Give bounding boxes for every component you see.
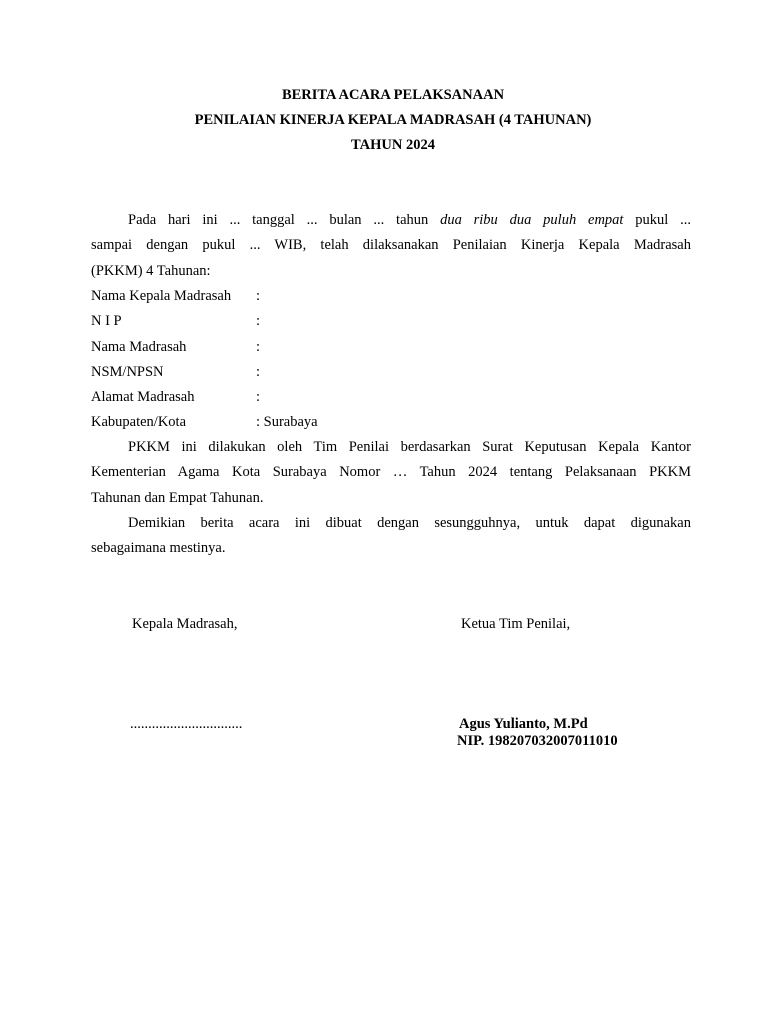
field-label: N I P	[91, 313, 122, 329]
closing-paragraph	[91, 511, 691, 562]
doc-title-line-3: TAHUN 2024	[351, 137, 435, 153]
left-signature-name: ...............................	[130, 716, 243, 732]
intro-year-italic: dua ribu dua puluh empat	[440, 212, 624, 228]
field-value: :	[256, 389, 261, 405]
left-signature-title: Kepala Madrasah,	[132, 616, 238, 632]
field-row	[91, 335, 260, 360]
field-row	[91, 284, 260, 309]
intro-line-1	[91, 208, 691, 233]
intro-line-2: sampai dengan pukul ... WIB, telah dilaksanakan Penilaian Kinerja Kepala Madrasah	[91, 237, 691, 254]
right-signature-name: Agus Yulianto, M.Pd	[459, 716, 588, 732]
field-label: Kabupaten/Kota	[91, 414, 187, 430]
right-signature-nip: NIP. 198207032007011010	[457, 733, 618, 749]
field-label: Nama Madrasah	[91, 339, 187, 355]
field-row	[91, 360, 260, 385]
field-value: :	[256, 339, 261, 355]
field-value: :	[256, 364, 261, 380]
field-label: Nama Kepala Madrasah	[91, 288, 232, 304]
field-row	[91, 385, 260, 410]
closing-line-2: sebagaimana mestinya.	[91, 540, 226, 557]
intro-line-1-end: pukul ...	[623, 212, 691, 228]
right-signature-title: Ketua Tim Penilai,	[461, 616, 571, 632]
field-label: NSM/NPSN	[91, 364, 164, 380]
body-line-1: PKKM ini dilakukan oleh Tim Penilai berdasarkan Surat Keputusan Kepala Kantor	[128, 439, 691, 455]
field-value: :	[256, 313, 261, 329]
body-paragraph	[91, 435, 691, 511]
closing-line-1: Demikian berita acara ini dibuat dengan sesungguhnya, untuk dapat digunakan	[128, 515, 691, 531]
intro-line-3: (PKKM) 4 Tahunan:	[91, 262, 211, 279]
field-label: Alamat Madrasah	[91, 389, 195, 405]
field-value: : Surabaya	[256, 414, 318, 430]
doc-title-line-1: BERITA ACARA PELAKSANAAN	[281, 87, 505, 103]
doc-title-line-2: PENILAIAN KINERJA KEPALA MADRASAH (4 TAHUNAN)	[194, 112, 592, 128]
body-line-2: Kementerian Agama Kota Surabaya Nomor … Tahun 2024 tentang Pelaksanaan PKKM	[91, 464, 691, 481]
intro-line-1-start: Pada hari ini ... tanggal ... bulan ... tahun	[128, 212, 441, 228]
field-value: :	[256, 288, 261, 304]
field-row	[91, 309, 260, 334]
intro-paragraph	[91, 208, 691, 284]
field-row	[91, 410, 318, 435]
body-line-3: Tahunan dan Empat Tahunan.	[91, 489, 264, 506]
